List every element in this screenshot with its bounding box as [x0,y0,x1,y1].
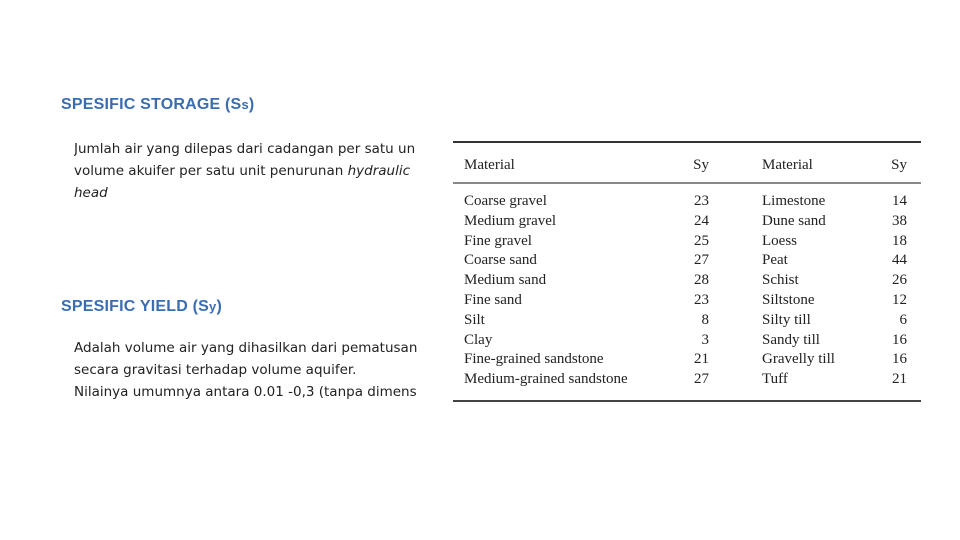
header-sy-1: Sy [693,156,709,173]
sy-cell: 27 [694,371,709,388]
material-cell: Loess [762,232,797,249]
material-cell: Limestone [762,193,826,209]
specific-storage-text: Jumlah air yang dilepas dari cadangan per satu un volume akuifer per satu unit penurunan hydraulic head [74,141,416,201]
table-header-row [453,151,921,179]
sy-cell: 38 [892,212,907,229]
material-cell: Medium-grained sandstone [464,371,628,388]
header-sy-2: Sy [891,156,907,173]
sy-cell: 26 [892,272,907,289]
sy-cell: 28 [694,272,709,289]
subscript: y [209,299,217,314]
sy-cell: 25 [694,232,709,249]
table-row [453,212,921,232]
sy-cell: 16 [892,331,907,348]
sy-cell: 3 [701,331,709,348]
table-top-rule [453,141,921,143]
material-cell: Coarse sand [464,252,537,269]
table-row [453,232,921,252]
material-cell: Schist [762,272,799,289]
sy-cell: 23 [694,291,709,308]
material-cell: Silt [464,311,485,328]
sy-cell: 16 [892,351,907,368]
table-row [453,350,921,370]
sy-cell: 23 [694,193,709,209]
specific-yield-heading: SPESIFIC YIELD (Sy) [61,298,222,315]
table-row [453,291,921,311]
sy-cell: 24 [694,212,709,229]
material-cell: Tuff [762,371,788,388]
subscript: s [241,97,249,112]
material-cell: Coarse gravel [464,193,547,209]
material-cell: Dune sand [762,212,826,229]
sy-cell: 12 [892,291,907,308]
table-row [453,251,921,271]
sy-cell: 18 [892,232,907,249]
header-material-1: Material [464,156,515,173]
sy-cell: 14 [892,193,907,209]
table-row [453,192,921,212]
sy-cell: 44 [892,252,907,269]
sy-cell: 6 [899,311,907,328]
sy-cell: 27 [694,252,709,269]
material-cell: Gravelly till [762,351,835,368]
material-cell: Peat [762,252,788,269]
table-bottom-rule [453,400,921,402]
material-cell: Fine gravel [464,232,532,249]
table-row [453,311,921,331]
specific-yield-table [453,141,921,405]
table-row [453,370,921,390]
sy-cell: 21 [694,351,709,368]
material-cell: Medium gravel [464,212,557,229]
material-cell: Fine-grained sandstone [464,351,604,368]
specific-yield-text: Adalah volume air yang dihasilkan dari pematusan secara gravitasi terhadap volume aquifer. Nilainya umumnya antara 0.01 -0,3 (tanpa dimens [74,340,418,400]
material-cell: Clay [464,331,493,348]
sy-cell: 21 [892,371,907,388]
table-row [453,331,921,351]
table-grid [453,151,921,390]
material-cell: Sandy till [762,331,820,348]
material-cell: Medium sand [464,272,547,289]
material-cell: Silty till [762,311,811,328]
material-cell: Siltstone [762,291,815,308]
header-material-2: Material [762,156,813,173]
material-cell: Fine sand [464,291,522,308]
table-row [453,271,921,291]
specific-storage-heading: SPESIFIC STORAGE (Ss) [61,96,255,113]
sy-cell: 8 [701,311,709,328]
